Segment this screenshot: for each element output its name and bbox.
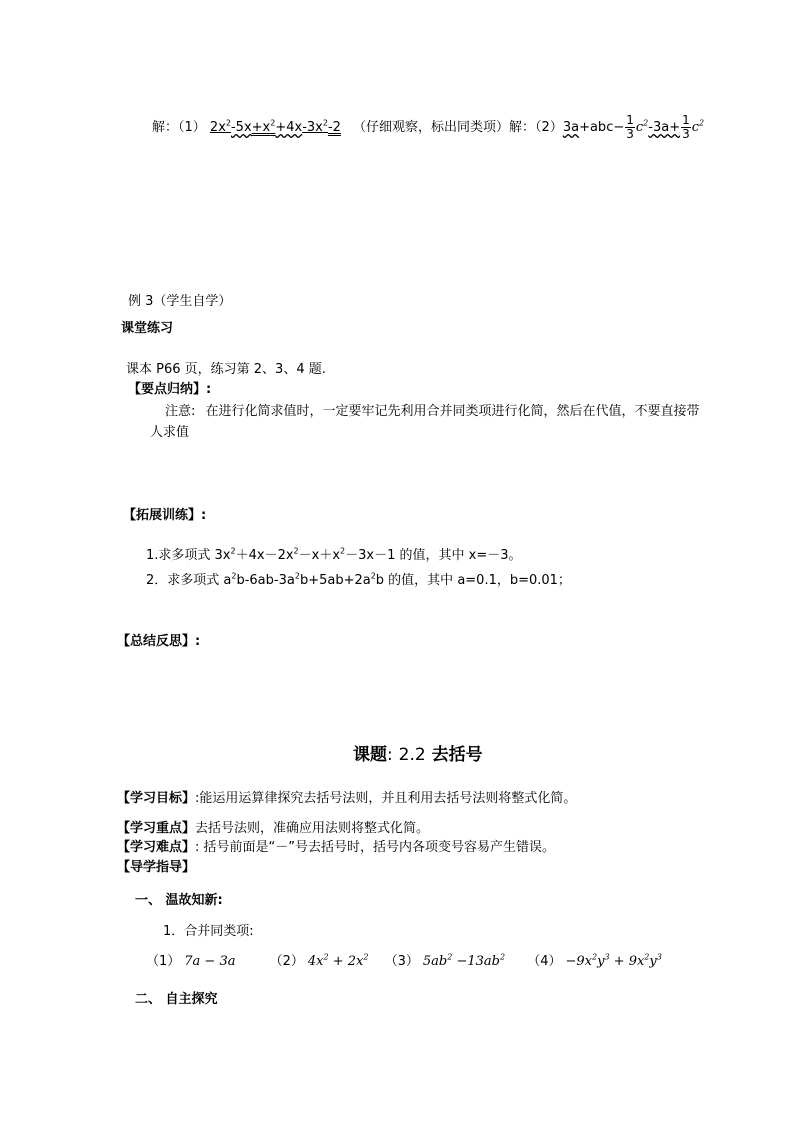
term-minus5x: -5x [230,120,252,135]
difficulty-label: 【学习难点】 [117,840,196,855]
term-c2: $c^2$ [635,118,649,135]
objectives-text: :能运用运算律探究去括号法则，并且利用去括号法则将整式化简。 [195,791,577,806]
key-points-heading: 【要点归纳】: [128,382,212,397]
solution-prefix: 解：（1） [152,120,206,135]
term-x2: $+x^2$ [251,118,276,135]
guide-heading: 【导学指导】 [117,860,196,875]
review-item1: 1．合并同类项: [163,924,254,939]
fraction-one-third-2: $\frac{1}{3}$ [682,113,690,141]
term-minus3x2: $-3x^2$ [302,118,328,135]
objectives-label: 【学习目标】 [117,791,196,806]
difficulty [117,836,555,855]
expr-3: $5ab^2 -13ab^2$ [422,952,506,969]
lesson-number: 2.2 [398,745,426,765]
solution-line: 解：（1） $2x^2-5x+x^2+4x-3x^2-2$ （仔细观察，标出同类项）解：（2）3a+abc− $\frac{1}{3}$ $c^2-3a+$ $\frac{1}{3}$ $c^2$ [152,113,705,141]
review-expressions: （1） 7a − 3a （2） $4x^2 + 2x^2$ （3） $5ab^2 -13ab^2$ $(4) -9x^2y^3 + 9x^2y^3$ [146,952,662,969]
expr-2: $4x^2 + 2x^2$ [307,952,369,969]
term-abc: +abc [579,120,614,135]
lesson-title-label: 课题 [353,745,387,765]
fraction-one-third: $\frac{1}{3}$ [626,113,634,141]
extension-q2: 2．求多项式 $a^2b-6ab-3a^2b+5ab+2a^2b$ 的值，其中 a=0.1，b=0.01； [146,571,571,588]
extension-q1: 1.求多项式 $3x^2+4x-2x^2-x+x^2-3x-1$ 的值，其中 x=－3。 [146,546,522,563]
note-text: 在进行化简求值时，一定要牢记先利用合并同类项进行化简，然后在代值，不要直接带 [205,404,700,419]
objectives [117,787,576,806]
term-minus3a: -3a+ [648,120,681,135]
expr-4: $-9x^2y^3 + 9x^2y^3$ [565,952,662,969]
focus-label: 【学习重点】 [117,821,196,836]
note-label: 注意: [165,404,196,419]
solution-hint: （仔细观察，标出同类项）解：（2） [353,120,563,135]
term-c2-2: $c^2$ [691,118,705,135]
focus-text: 去括号法则，准确应用法则将整式化简。 [195,821,430,836]
term-4x: +4x [275,120,303,135]
key-points-note-line1 [165,400,700,419]
term-minus2: -2 [327,120,341,135]
difficulty-text: : 括号前面是“－”号去括号时，括号内各项变号容易产生错误。 [195,840,555,855]
term-3a: 3a [562,120,580,135]
extension-heading: 【拓展训练】: [123,508,207,523]
term-2x2: $2x^2$ [209,118,231,135]
focus [117,817,429,836]
classroom-practice-text: 课本 P66 页，练习第 2、3、4 题. [126,362,326,377]
lesson-title: 课题: 2.2 去括号 [353,745,483,765]
expr-1: 7a − 3a [184,954,236,969]
example-3: 例 3（学生自学） [128,294,232,309]
lesson-name: 去括号 [431,745,483,765]
explore-heading: 二、 自主探究 [135,992,218,1007]
summary-heading: 【总结反思】: [117,634,201,649]
key-points-note-line2: 人求值 [150,425,190,440]
review-heading: 一、 温故知新: [135,893,223,908]
classroom-practice-heading: 课堂练习 [121,321,174,336]
